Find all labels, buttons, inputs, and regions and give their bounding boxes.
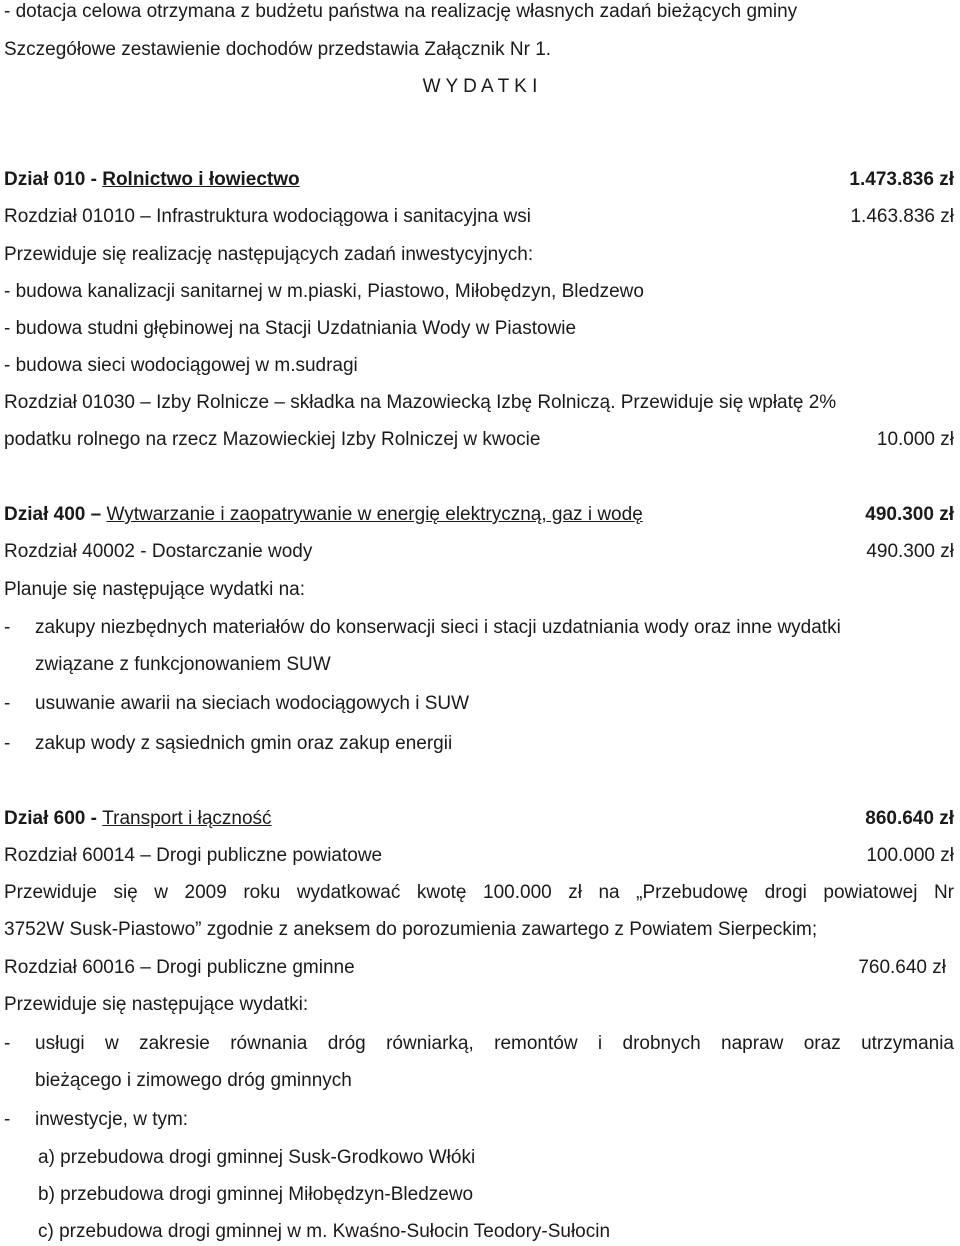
- d010-task-1: - budowa kanalizacji sanitarnej w m.piaski, Piastowo, Miłobędzyn, Bledzewo: [4, 281, 644, 302]
- d400-item-3-dash: -: [4, 733, 11, 754]
- rozdzial-60014-amount: 100.000 zł: [866, 845, 954, 866]
- d600-item-1-line-1: usługi w zakresie równania dróg równiarką, remontów i drobnych napraw oraz utrzymania: [35, 1033, 954, 1054]
- d400-item-2-dash: -: [4, 693, 11, 714]
- d600-item-2-dash: -: [4, 1109, 11, 1130]
- dzial-400-name: Wytwarzanie i zaopatrywanie w energię elektryczną, gaz i wodę: [106, 504, 643, 525]
- dzial-400-title: [4, 503, 643, 527]
- d600-plan: Przewiduje się następujące wydatki:: [4, 994, 309, 1015]
- intro-line-2: Szczegółowe zestawienie dochodów przedstawia Załącznik Nr 1.: [4, 39, 552, 60]
- dzial-600-prefix: Dział 600 -: [4, 808, 103, 829]
- dzial-600-amount: 860.640 zł: [865, 808, 954, 829]
- intro-line-1: - dotacja celowa otrzymana z budżetu państwa na realizację własnych zadań bieżących gminy: [4, 1, 798, 22]
- d600-paragraph-line-2: 3752W Susk-Piastowo” zgodnie z aneksem do porozumienia zawartego z Powiatem Sierpeckim;: [4, 919, 818, 940]
- d010-task-2: - budowa studni głębinowej na Stacji Uzdatniania Wody w Piastowie: [4, 318, 577, 339]
- section-heading: W Y D A T K I: [422, 76, 538, 97]
- d400-item-1-dash: -: [4, 617, 11, 638]
- dzial-400-amount: 490.300 zł: [865, 504, 954, 525]
- dzial-600-title: [4, 807, 272, 831]
- d400-item-1-line-2: związane z funkcjonowaniem SUW: [35, 654, 331, 675]
- d600-sub-item-c: c) przebudowa drogi gminnej w m. Kwaśno-Sułocin Teodory-Sułocin: [38, 1221, 611, 1242]
- rozdzial-01010: Rozdział 01010 – Infrastruktura wodociągowa i sanitacyjna wsi: [4, 206, 531, 227]
- d600-sub-item-b: b) przebudowa drogi gminnej Miłobędzyn-Bledzewo: [38, 1184, 474, 1205]
- d600-item-2: inwestycje, w tym:: [35, 1109, 189, 1130]
- rozdzial-01030-line-1: Rozdział 01030 – Izby Rolnicze – składka na Mazowiecką Izbę Rolniczą. Przewiduje się wpłatę 2%: [4, 392, 837, 413]
- dzial-010-name: Rolnictwo i łowiectwo: [102, 169, 300, 190]
- rozdzial-01030-amount: 10.000 zł: [876, 429, 954, 450]
- d400-item-3: zakup wody z sąsiednich gmin oraz zakup energii: [35, 733, 453, 754]
- d010-plan: Przewiduje się realizację następujących zadań inwestycyjnych:: [4, 244, 534, 265]
- rozdzial-01030-line-2: podatku rolnego na rzecz Mazowieckiej Izby Rolniczej w kwocie: [4, 429, 541, 450]
- dzial-010-amount: 1.473.836 zł: [849, 169, 954, 190]
- rozdzial-60016: Rozdział 60016 – Drogi publiczne gminne: [4, 957, 355, 978]
- d600-item-1-dash: -: [4, 1033, 11, 1054]
- d600-sub-item-a: a) przebudowa drogi gminnej Susk-Grodkowo Włóki: [38, 1147, 476, 1168]
- d600-paragraph-line-1: Przewiduje się w 2009 roku wydatkować kwotę 100.000 zł na „Przebudowę drogi powiatowej Nr: [4, 882, 954, 903]
- d400-plan: Planuje się następujące wydatki na:: [4, 579, 306, 600]
- dzial-400-prefix: Dział 400 –: [4, 504, 107, 525]
- rozdzial-60016-amount: 760.640 zł: [858, 957, 946, 978]
- d400-item-1-line-1: zakupy niezbędnych materiałów do konserwacji sieci i stacji uzdatniania wody oraz inne wydatki: [35, 617, 841, 638]
- dzial-010-title: [4, 168, 300, 192]
- dzial-600-name: Transport i łączność: [102, 808, 272, 829]
- d010-task-3: - budowa sieci wodociągowej w m.sudragi: [4, 355, 358, 376]
- rozdzial-40002: Rozdział 40002 - Dostarczanie wody: [4, 541, 313, 562]
- dzial-010-prefix: Dział 010 -: [4, 169, 103, 190]
- rozdzial-40002-amount: 490.300 zł: [866, 541, 954, 562]
- d600-item-1-line-2: bieżącego i zimowego dróg gminnych: [35, 1070, 352, 1091]
- rozdzial-01010-amount: 1.463.836 zł: [850, 206, 954, 227]
- d400-item-2: usuwanie awarii na sieciach wodociągowych i SUW: [35, 693, 470, 714]
- rozdzial-60014: Rozdział 60014 – Drogi publiczne powiatowe: [4, 845, 383, 866]
